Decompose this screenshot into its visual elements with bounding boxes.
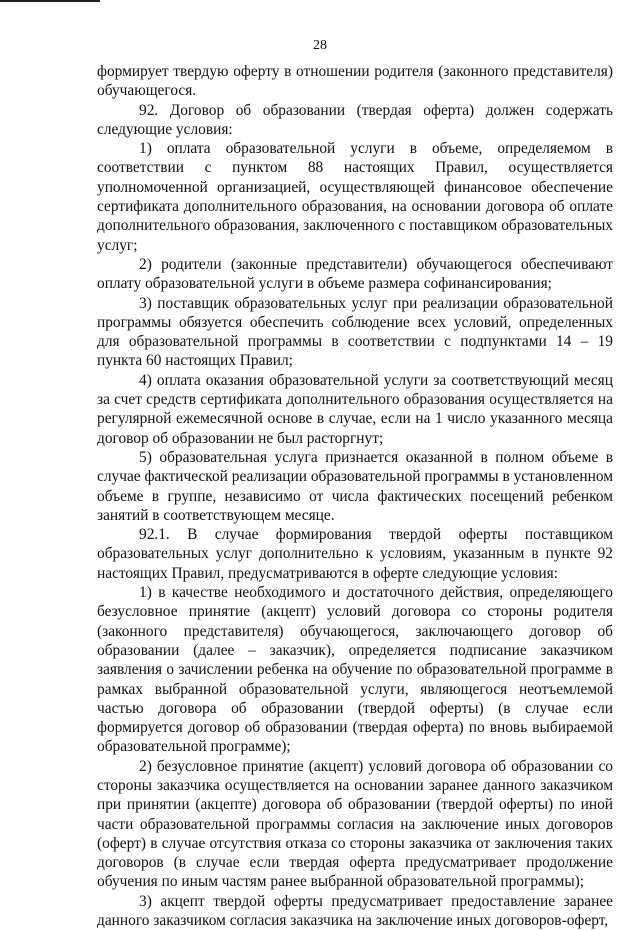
paragraph-92-sub-4: 4) оплата оказания образовательной услуги за соответствующий месяц за счет средств сертификата дополнительного образования осуществляется на регулярной ежемесячной основе в случае, если на 1 число указанного месяца договор об образовании не был расторгнут; [97, 371, 613, 447]
paragraph-92-1-sub-1: 1) в качестве необходимого и достаточного действия, определяющего безусловное принятие (акцепт) условий договора со стороны родителя (законного представителя) обучающегося, заключающего договор об образовании (далее – заказчик), определяется подписание заказчиком заявления о зачислении ребенка на обучение по образовательной программе в рамках выбранной образовательной услуги, являющегося неотъемлемой частью договора об образовании (твердой оферты) (в случае если формируется договор об образовании (твердая оферта) по вновь выбираемой образовательной программе); [97, 584, 613, 756]
paragraph-item-92: 92. Договор об образовании (твердая оферта) должен содержать следующие условия: [97, 101, 613, 138]
paragraph-92-sub-2: 2) родители (законные представители) обучающегося обеспечивают оплату образовательной услуги в объеме размера софинансирования; [97, 255, 613, 293]
document-body [97, 62, 613, 930]
paragraph-continuation: формирует твердую оферту в отношении родителя (законного представителя) обучающегося. [97, 63, 613, 100]
paragraph-92-sub-3: 3) поставщик образовательных услуг при реализации образовательной программы обязуется обеспечить соблюдение всех условий, определенных для образовательной программы в соответствии с подпунктами 14 – 19 пункта 60 настоящих Правил; [97, 294, 613, 370]
paragraph-92-1-sub-3: 3) акцепт твердой оферты предусматривает предоставление заранее данного заказчиком согласия заказчика на заключение иных договоров-оферт, [97, 892, 613, 930]
scan-corner-line [0, 0, 100, 2]
page-number: 28 [313, 38, 327, 53]
paragraph-92-sub-1: 1) оплата образовательной услуги в объеме, определяемом в соответствии с пунктом 88 настоящих Правил, осуществляется уполномоченной организацией, осуществляющей финансовое обеспечение сертификата дополнительного образования, на основании договора об оплате дополнительного образования, заключенного с поставщиком образовательных услуг; [97, 140, 613, 254]
paragraph-92-sub-5: 5) образовательная услуга признается оказанной в полном объеме в случае фактической реализации образовательной программы в установленном объеме в группе, независимо от числа фактических посещений ребенком занятий в соответствующем месяце. [97, 448, 613, 524]
paragraph-item-92-1: 92.1. В случае формирования твердой оферты поставщиком образовательных услуг дополнительно к условиям, указанным в пункте 92 настоящих Правил, предусматриваются в оферте следующие условия: [97, 526, 613, 582]
paragraph-92-1-sub-2: 2) безусловное принятие (акцепт) условий договора об образовании со стороны заказчика осуществляется на основании заранее данного заказчиком при принятии (акцепте) договора об образовании (твердой оферты) по иной части образовательной программы согласия на заключение иных договоров (оферт) в случае отсутствия отказа со стороны заказчика от заключения таких договоров (в случае если твердая оферта предусматривает продолжение обучения по иным частям ранее выбранной образовательной программы); [97, 757, 613, 891]
